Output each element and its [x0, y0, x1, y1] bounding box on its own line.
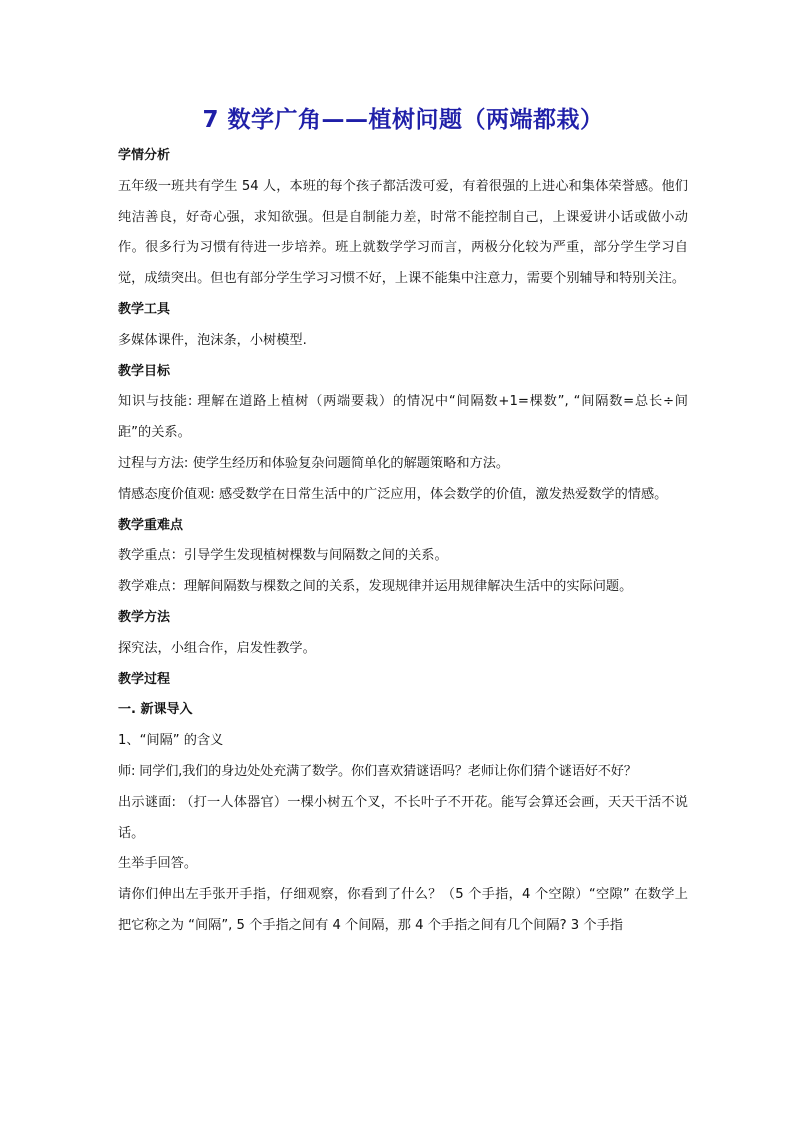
paragraph-tools: 多媒体课件，泡沫条，小树模型.	[118, 332, 307, 348]
document-title: 7 数学广角——植树问题（两端都栽）	[202, 107, 604, 133]
paragraph-methods: 探究法，小组合作，启发性教学。	[118, 640, 316, 656]
document-page	[118, 100, 688, 942]
paragraph-goal-emotion: 情感态度价值观: 感受数学在日常生活中的广泛应用，体会数学的价值，激发热爱数学的情感。	[118, 486, 668, 502]
paragraph-student-answer: 生举手回答。	[118, 856, 198, 872]
paragraph-riddle: 出示谜面: （打一人体器官）一棵小树五个叉，不长叶子不开花。能写会算还会画，天天干活不说话。	[118, 794, 688, 841]
section-heading-tools: 教学工具	[118, 301, 171, 317]
paragraph-interval-meaning: 1、“间隔” 的含义	[118, 733, 224, 749]
section-heading-process: 教学过程	[118, 671, 171, 687]
paragraph-goal-knowledge: 知识与技能: 理解在道路上植树（两端要栽）的情况中“间隔数+1=棵数”, “间隔数=总长÷间距”的关系。	[118, 394, 688, 441]
paragraph-difficult-point: 教学难点：理解间隔数与棵数之间的关系，发现规律并运用规律解决生活中的实际问题。	[118, 579, 633, 595]
section-heading-analysis: 学情分析	[118, 148, 171, 163]
paragraph-teacher-question: 师: 同学们,我们的身边处处充满了数学。你们喜欢猜谜语吗？老师让你们猜个谜语好不好？	[118, 763, 637, 779]
section-heading-goals: 教学目标	[118, 363, 171, 379]
paragraph-analysis: 五年级一班共有学生 54 人，本班的每个孩子都活泼可爱，有着很强的上进心和集体荣誉感。他们纯洁善良，好奇心强，求知欲强。但是自制能力差，时常不能控制自己，上课爱讲小话或做小动作。很多行为习惯有待进一步培养。班上就数学学习而言，两极分化较为严重，部分学生学习自觉，成绩突出。但也有部分学生学习习惯不好，上课不能集中注意力，需要个别辅导和特别关注。	[118, 178, 688, 287]
paragraph-key-point: 教学重点：引导学生发现植树棵数与间隔数之间的关系。	[118, 548, 448, 564]
subsection-heading-intro: 一. 新课导入	[118, 702, 193, 718]
section-heading-methods: 教学方法	[118, 609, 171, 625]
paragraph-goal-process: 过程与方法: 使学生经历和体验复杂问题简单化的解题策略和方法。	[118, 455, 510, 471]
section-heading-key-points: 教学重难点	[118, 517, 184, 533]
paragraph-finger-observation: 请你们伸出左手张开手指，仔细观察，你看到了什么？（5 个手指，4 个空隙）“空隙” 在数学上把它称之为 “间隔”, 5 个手指之间有 4 个间隔，那 4 个手指之间有几个间隔? 3 个手指	[118, 887, 688, 933]
